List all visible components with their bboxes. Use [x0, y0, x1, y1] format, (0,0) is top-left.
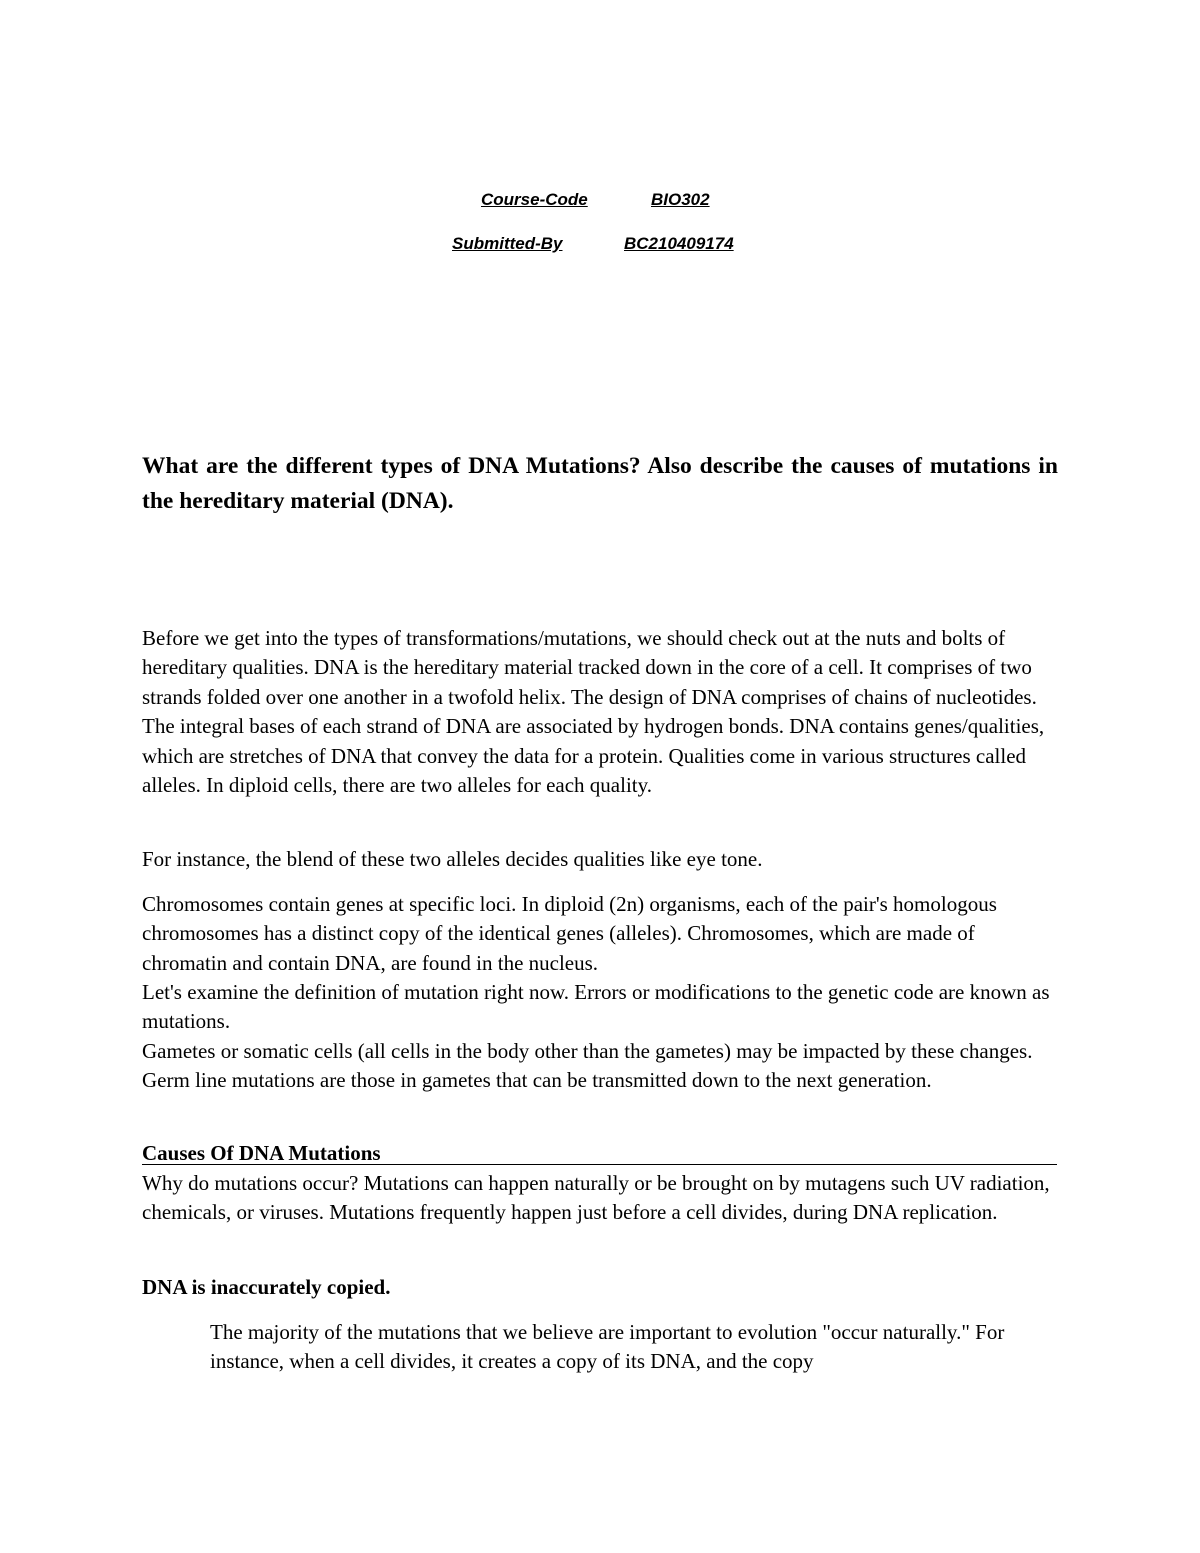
gametes-paragraph: Gametes or somatic cells (all cells in the body other than the gametes) may be impacted by these changes. Germ line mutations are those in gametes that can be transmitted down to the next generation.	[142, 1039, 1033, 1093]
instance-paragraph: For instance, the blend of these two alleles decides qualities like eye tone.	[142, 847, 763, 871]
course-code-value: BIO302	[651, 190, 710, 209]
mutation-definition-paragraph: Let's examine the definition of mutation right now. Errors or modifications to the genetic code are known as mutations.	[142, 980, 1050, 1034]
submitted-by-value: BC210409174	[624, 234, 734, 253]
submitted-by-label: Submitted-By	[452, 234, 563, 253]
document-title: What are the different types of DNA Mutations? Also describe the causes of mutations in the hereditary material (DNA).	[142, 453, 1058, 514]
intro-paragraph: Before we get into the types of transformations/mutations, we should check out at the nuts and bolts of hereditary qualities. DNA is the hereditary material tracked down in the core of a cell. It comprises of two strands folded over one another in a twofold helix. The design of DNA comprises of chains of nucleotides. The integral bases of each strand of DNA are associated by hydrogen bonds. DNA contains genes/qualities, which are stretches of DNA that convey the data for a protein. Qualities come in various structures called alleles. In diploid cells, there are two alleles for each quality.	[142, 626, 1045, 798]
inaccurate-copy-paragraph: The majority of the mutations that we believe are important to evolution "occur naturally." For instance, when a cell divides, it creates a copy of its DNA, and the copy	[210, 1320, 1005, 1374]
causes-heading: Causes Of DNA Mutations	[142, 1140, 1057, 1165]
chromosomes-paragraph: Chromosomes contain genes at specific loci. In diploid (2n) organisms, each of the pair's homologous chromosomes has a distinct copy of the identical genes (alleles). Chromosomes, which are made of chromatin and contain DNA, are found in the nucleus.	[142, 892, 997, 975]
causes-paragraph: Why do mutations occur? Mutations can happen naturally or be brought on by mutagens such UV radiation, chemicals, or viruses. Mutations frequently happen just before a cell divides, during DNA replication.	[142, 1171, 1050, 1225]
inaccurate-copy-heading: DNA is inaccurately copied.	[142, 1275, 391, 1299]
course-code-label: Course-Code	[481, 190, 588, 209]
